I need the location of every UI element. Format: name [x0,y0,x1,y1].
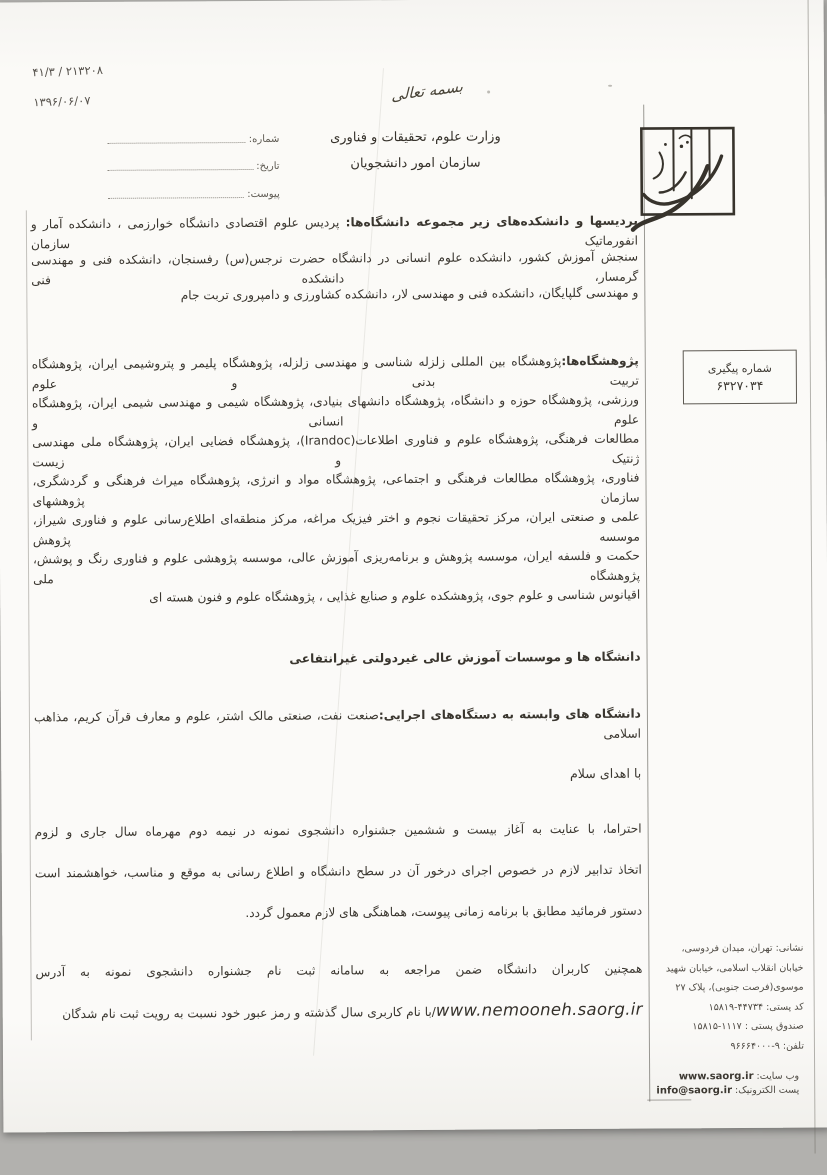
institutes-line-1 [32,351,639,395]
besmele-calligraphy: بسمه تعالی [391,77,464,105]
website-line [649,1070,799,1085]
column-divider-rule [643,105,650,1102]
institutes-line-3: مطالعات فرهنگی، پژوهشگاه علوم و فناوری اطلاعات(Irandoc)، پژوهشگاه فضایی ایران، پژوهشگاه ملی مهندسی ژنتیک و زیست [32,431,640,470]
field-date [108,159,280,173]
affiliated-lead: دانشگاه های وابسته به دستگاه‌های اجرایی: [378,706,641,723]
text-line: صنعت نفت، صنعتی مالک اشتر، علوم و معارف قرآن کریم، مذاهب اسلامی [33,708,642,741]
institutes-line-4: فناوری، پژوهشگاه مطالعات فرهنگی و اجتماعی، پژوهشگاه مواد و انرژی، پژوهشگاه میراث فرهنگی و گردشگری، سازمان پژوهشهای [32,470,640,509]
scan-speck [487,91,490,94]
field-attachment [108,187,280,201]
field-date-label: تاریخ: [256,160,280,172]
field-number-label: شماره: [248,133,280,145]
scan-speck [608,85,612,87]
email-address: info@saorg.ir [656,1085,733,1097]
email-label: پست الکترونیک: [735,1084,800,1097]
text-line: پژوهشگاه بین المللی زلزله شناسی و مهندسی زلزله، پژوهشگاه پلیمر و پتروشیمی ایران، پژوهشگاه تربیت بدنی و علوم [31,354,639,392]
institutes-line-7: اقیانوس شناسی و علوم جوی، پژوهشکده علوم و صنایع غذایی ، پژوهشگاه علوم و فنون هسته ای [149,587,641,605]
portal-line-2 [36,997,643,1028]
dotted-line [108,187,245,199]
reference-block [32,63,105,125]
request-line-3: دستور فرمائید مطابق با برنامه زمانی پیوست، هماهنگی های لازم معمول گردد. [245,903,643,921]
portal-url: www.nemooneh.saorg.ir [435,999,643,1020]
letterhead [327,129,503,171]
heading-affiliated-universities [34,704,641,748]
ministry-title: وزارت علوم، تحقیقات و فناوری [330,129,501,146]
text-line: پردیس علوم اقتصادی دانشگاه خوارزمی ، دانشکده آمار و انفورماتیک سازمان [30,215,639,252]
address-block [652,939,804,1057]
institutes-line-5: علمی و صنعتی ایران، مرکز تحقیقات نجوم و اختر فیزیک مراغه، مرکز منطقه‌ای اطلاع‌رسانی علوم و فناوری شیراز، موسسه پژوهش [32,509,640,548]
organization-seal-logo [627,122,746,241]
address-line: خیابان انقلاب اسلامی، خیابان شهید [665,962,804,974]
field-attachment-label: پیوست: [247,188,280,201]
campuses-line-2: سنجش آموزش کشور، دانشکده علوم انسانی در دانشگاه حضرت نرجس(س) رفسنجان، دانشکده فنی و مهندسی گرمسار، دانشکده فنی [31,249,639,288]
po-box: صندوق پستی : ۱۱۱۷-۱۵۸۱۵ [692,1020,804,1033]
letter-date: ۱۳۹۶/۰۶/۰۷ [33,93,91,110]
organization-title: سازمان امور دانشجویان [350,155,481,172]
address-line: نشانی: تهران، میدان فردوسی، [681,942,804,955]
institutes-line-2: ورزشی، پژوهشگاه حوزه و دانشگاه، پژوهشگاه دانشهای بنیادی، پژوهشگاه شیمی و مهندسی شیمی ایران، پژوهشگاه علوم انسانی و [31,392,640,431]
contact-block [649,1070,799,1099]
dotted-line [108,159,254,171]
institutes-lead: پژوهشگاه‌ها: [561,353,639,369]
campuses-line-3: و مهندسی گلپایگان، دانشکده فنی و مهندسی لار، دانشکده کشاورزی و دامپروری تربت جام [180,285,639,303]
campuses-lead: پردیسها و دانشکده‌های زیر مجموعه دانشگاه‌ها: [345,213,638,230]
field-number [107,132,279,146]
phone-number: تلفن: ۹-۹۶۶۶۴۰۰۰ [730,1040,804,1052]
reference-number: ۴۱/۳ / ۲۱۳۲۰۸ [32,62,104,80]
institutes-line-6: حکمت و فلسفه ایران، موسسه پژوهش و برنامه‌ریزی آموزش عالی، موسسه پژوهشی علوم و فناوری رنگ و پوشش، پژوهشگاه ملی [32,548,641,587]
tracking-number-box [683,350,797,405]
right-edge-rule [808,0,816,1154]
tracking-number: ۶۳۲۷۰۳۴ [716,377,764,393]
dotted-line [107,132,245,144]
portal-line-2-text: /با نام کاربری سال گذشته و رمز عبور خود نسبت به رویت ثبت نام شدگان [62,1004,436,1022]
request-line-1: احتراما، با عنایت به آغاز بیست و ششمین جشنواره دانشجوی نمونه در نیمه دوم مهرماه سال جاری و لزوم [34,821,642,840]
heading-nonprofit-universities: دانشگاه ها و موسسات آموزش عالی غیردولتی غیرانتفاعی [289,649,641,666]
website-url: www.saorg.ir [678,1070,754,1083]
tracking-label: شماره پیگیری [707,361,772,375]
request-line-2: اتخاذ تدابیر لازم در خصوص اجرای درخور آن در سطح دانشگاه و اطلاع رسانی به موقع و مناسب، خواهشمند است [34,862,642,881]
email-line [649,1084,799,1099]
contact-underline [647,1099,691,1100]
portal-line-1: همچنین کاربران دانشگاه ضمن مراجعه به سامانه ثبت نام جشنواره دانشجوی نمونه به آدرس [35,961,643,980]
postal-code: کد پستی: ۴۴۷۳۴-۱۵۸۱۹ [708,1001,804,1013]
left-margin-rule [26,210,32,1040]
salutation: با اهدای سلام [569,765,642,782]
website-label: وب سایت: [756,1070,800,1082]
address-line: موسوی(فرصت جنوبی)، پلاک ۲۷ [675,981,804,994]
